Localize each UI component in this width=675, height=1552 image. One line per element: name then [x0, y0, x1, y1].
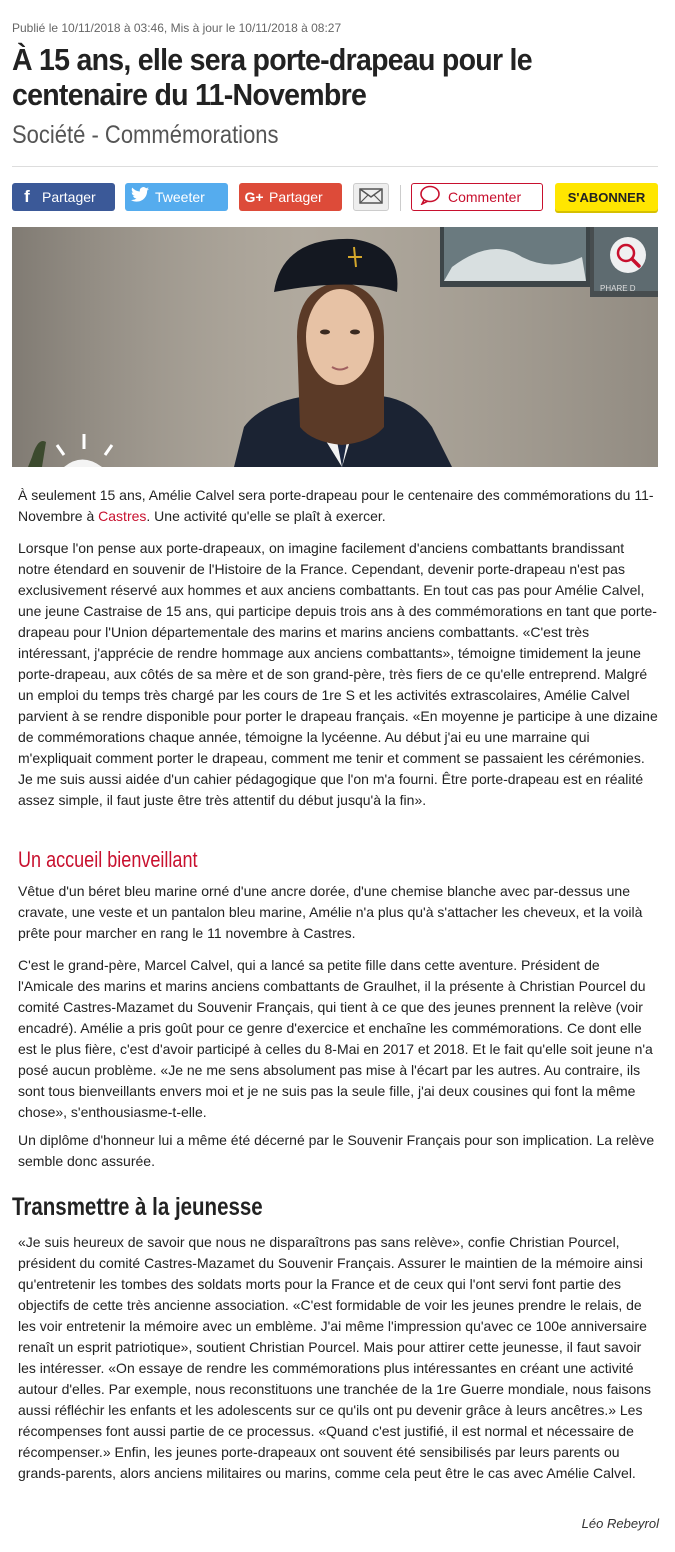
- google-plus-share-button[interactable]: [239, 183, 342, 211]
- subheading-transmettre: Transmettre à la jeunesse: [12, 1193, 263, 1221]
- subheading-accueil: Un accueil bienveillant: [18, 847, 198, 872]
- photo-caption: PHARE D: [600, 284, 636, 293]
- share-separator: [400, 185, 401, 211]
- facebook-share-label: Partager: [42, 189, 96, 205]
- comment-icon: [412, 185, 448, 210]
- share-bar: [12, 183, 660, 213]
- mail-icon: [359, 188, 383, 207]
- paragraph-4: C'est le grand-père, Marcel Calvel, qui a lancé sa petite fille dans cette aventure. Président de l'Amicale des marins et marins anciens combattants de Graulhet, il la présente à Christian Pourcel du comité Castres-Mazamet du Souvenir Français, qui tient à ce que des jeunes prennent la relève (voir encadré). Amélie a pris goût pour ce genre d'exercice et enchaîne les commémorations. Ce dont elle est le plus fière, c'est d'avoir participé à celles du 8-Mai en 2017 et 2018. Et le fait qu'elle soit jeune n'a posé aucun problème. «Je ne me sens absolument pas mise à l'écart par les autres. Au contraire, ils sont tous bienveillants envers moi et je ne suis pas la seule fille, j'ai deux cousines qui font la même chose», s'enthousiasme-t-elle.: [18, 957, 653, 1120]
- facebook-share-button[interactable]: [12, 183, 115, 211]
- paragraph-3: Vêtue d'un béret bleu marine orné d'une ancre dorée, d'une chemise blanche avec par-dessus une cravate, une veste et un pantalon bleu marine, Amélie n'a plus qu'à s'attacher les cheveux, et la voilà prête pour marcher en rang le 11 novembre à Castres.: [18, 883, 643, 941]
- google-plus-icon: G+: [244, 189, 264, 205]
- email-share-button[interactable]: [353, 183, 389, 211]
- subscribe-button[interactable]: [555, 183, 658, 211]
- facebook-icon: f: [24, 187, 30, 206]
- zoom-icon: [610, 237, 646, 273]
- twitter-share-label: Tweeter: [155, 189, 205, 205]
- twitter-share-button[interactable]: [125, 183, 228, 211]
- hero-image[interactable]: [12, 227, 658, 467]
- comment-label: Commenter: [448, 189, 522, 205]
- subscribe-label: S'ABONNER: [567, 189, 646, 205]
- author-signature: Léo Rebeyrol: [581, 1516, 659, 1531]
- paragraph-intro: [18, 485, 658, 527]
- intro-text-b: . Une activité qu'elle se plaît à exercer.: [146, 508, 386, 524]
- article-category: Société - Commémorations: [12, 121, 279, 149]
- castres-link[interactable]: Castres: [98, 508, 147, 524]
- publish-meta: Publié le 10/11/2018 à 03:46, Mis à jour le 10/11/2018 à 08:27: [12, 21, 342, 35]
- comment-button[interactable]: [411, 183, 543, 211]
- paragraph-5: Un diplôme d'honneur lui a même été décerné par le Souvenir Français pour son implication. La relève semble donc assurée.: [18, 1132, 655, 1169]
- zoom-button[interactable]: [610, 237, 646, 273]
- paragraph-2: Lorsque l'on pense aux porte-drapeaux, on imagine facilement d'anciens combattants brandissant notre étendard en souvenir de l'Histoire de la France. Cependant, devenir porte-drapeau n'est pas exclusivement réservé aux hommes et aux anciens combattants. En tout cas pas pour Amélie Calvel, une jeune Castraise de 15 ans, qui participe depuis trois ans à des commémorations en tant que porte-drapeau pour l'Union départementale des marins et marins anciens combattants. «C'est très intéressant, j'apprécie de rendre hommage aux anciens combattants», témoigne timidement la jeune porte-drapeau, aux côtés de sa mère et de son grand-père, très fiers de ce qu'elle entreprend. Malgré un emploi du temps très chargé par les cours de 1re S et les activités extrascolaires, Amélie Calvel parvient à se rendre disponible pour porter le drapeau français. «En moyenne je participe à une dizaine de commémorations chaque année, témoigne la lycéenne. Au début j'ai eu une marraine qui m'expliquait comment porter le drapeau, comment me tenir et comment se passaient les cérémonies. Je me suis aussi aidée d'un cahier pédagogique que l'on m'a fourni. Être porte-drapeau est en réalité assez simple, il faut juste être très attentif du début jusqu'à la fin».: [18, 540, 658, 808]
- paragraph-6: «Je suis heureux de savoir que nous ne disparaîtrons pas sans relève», confie Christian Pourcel, président du comité Castres-Mazamet du Souvenir Français. Assurer le maintien de la mémoire ainsi qu'entretenir les tombes des soldats morts pour la France et de ceux qui l'ont servi font partie des objectifs de cette très ancienne association. «C'est formidable de voir les jeunes prendre le relais, de les voir entretenir la mémoire avec un emblème. J'ai même l'impression qu'avec ce 100e anniversaire renaît un esprit patriotique», soutient Christian Pourcel. Mais pour attirer cette jeunesse, il faut savoir les intéresser. «On essaye de rendre les commémorations plus intéressantes en créant une activité autour d'elles. Par exemple, nous reconstituons une tranchée de la 1re Guerre mondiale, nous faisons aussi réfléchir les enfants et les adolescents sur ce qu'ils ont pu devenir grâce à leurs ancêtres.» Les récompenses font aussi partie de ce processus. «Quand c'est justifié, il est normal et nécessaire de récompenser.» Enfin, les jeunes porte-drapeaux ont souvent été sensibilisés par leurs parents ou grands-parents, alors anciens militaires ou marins, comme cela peut être le cas avec Amélie Calvel.: [18, 1234, 652, 1481]
- hero-photo: [12, 227, 658, 467]
- divider: [12, 166, 658, 167]
- google-plus-share-label: Partager: [269, 189, 323, 205]
- twitter-icon: [125, 187, 155, 207]
- intro-text-a: À seulement 15 ans, Amélie Calvel sera porte-drapeau pour le centenaire des commémorations du 11-Novembre à: [18, 487, 654, 524]
- article-title: À 15 ans, elle sera porte-drapeau pour le centenaire du 11-Novembre: [12, 42, 532, 112]
